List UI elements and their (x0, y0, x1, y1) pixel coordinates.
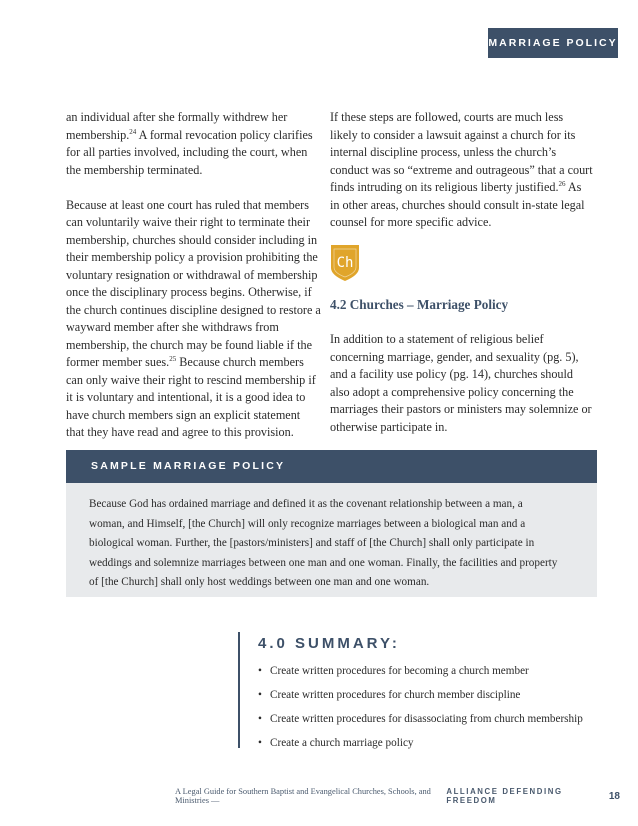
summary-item-text: Create written procedures for becoming a church member (270, 665, 529, 677)
right-paragraph-2: In addition to a statement of religious belief concerning marriage, gender, and sexuality (pg. 5), and a facility use policy (pg. 14), churches should also adopt a comprehensive policy concerning the marriages their pastors or ministers may solemnize or otherwise participate in. (330, 332, 592, 434)
left-column (66, 109, 321, 459)
left-p2-text-b: Because church members can only waive their right to rescind membership if it is voluntary and intentional, it is a good idea to have church members sign an explicit statement that they have read and agree to this provision. (66, 355, 316, 439)
footer-org: ALLIANCE DEFENDING FREEDOM (446, 787, 563, 805)
left-p1-text-a: an individual after she formally withdrew her membership. (66, 110, 288, 142)
church-shield-icon (330, 244, 360, 282)
sample-policy-title: SAMPLE MARRIAGE POLICY (91, 460, 286, 472)
summary-title: 4.0 SUMMARY: (258, 635, 400, 652)
shield-label: Ch (336, 255, 354, 271)
summary-divider (238, 632, 240, 748)
right-column-lower (330, 331, 593, 454)
summary-item (258, 688, 583, 712)
section-tab-label: MARRIAGE POLICY (488, 37, 618, 49)
bullet-icon: • (258, 689, 262, 701)
right-column (330, 109, 593, 249)
bullet-icon: • (258, 665, 262, 677)
footnote-26: 26 (558, 179, 566, 188)
section-heading-marriage-policy: 4.2 Churches – Marriage Policy (330, 297, 509, 312)
summary-item-text: Create a church marriage policy (270, 737, 414, 749)
right-p1-text-a: If these steps are followed, courts are much less likely to consider a lawsuit against a church for its internal discipline process, unless the church’s conduct was so “extreme and outrageous” that a court finds intruding on its religious liberty justified. (330, 110, 593, 194)
bullet-icon: • (258, 737, 262, 749)
summary-item-text: Create written procedures for disassociating from church membership (270, 713, 583, 725)
footnote-25: 25 (169, 354, 177, 363)
summary-item (258, 664, 583, 688)
right-paragraph-1 (330, 109, 593, 232)
sample-policy-text: Because God has ordained marriage and defined it as the covenant relationship between a man, a woman, and Himself, [the Church] will only recognize marriages between a biological man and a biological woman. Further, the [pastors/ministers] and staff of [the Church] shall only participate in weddings and solemnize marriages between one man and one woman. Finally, the facilities and property of [the Church] shall only host weddings between one man and one woman. (89, 498, 558, 588)
summary-item (258, 712, 583, 736)
left-p2-text-a: Because at least one court has ruled that members can voluntarily waive their right to terminate their membership, churches should consider including in their membership policy a provision prohibiting the voluntary resignation or withdrawal of membership once the disciplinary process begins. Otherwise, if the church continues discipline designed to restore a wayward member after she withdraws from membership, the church may be found liable if the former member sues. (66, 197, 321, 369)
right-p1-text-b: As in other areas, churches should consult in-state legal counsel for more specific advice. (330, 180, 585, 229)
left-paragraph-1 (66, 109, 321, 179)
footer-guide-title: A Legal Guide for Southern Baptist and Evangelical Churches, Schools, and Ministries — (175, 787, 431, 805)
section-tab (488, 28, 618, 58)
summary-item (258, 736, 583, 760)
left-paragraph-2 (66, 197, 321, 442)
footnote-24: 24 (129, 127, 137, 136)
page-number: 18 (608, 790, 620, 802)
bullet-icon: • (258, 713, 262, 725)
page-footer (175, 787, 620, 805)
left-p1-text-b: A formal revocation policy clarifies for all parties involved, including the court, when the membership terminated. (66, 127, 313, 177)
summary-item-text: Create written procedures for church member discipline (270, 689, 521, 701)
summary-list (258, 664, 583, 760)
